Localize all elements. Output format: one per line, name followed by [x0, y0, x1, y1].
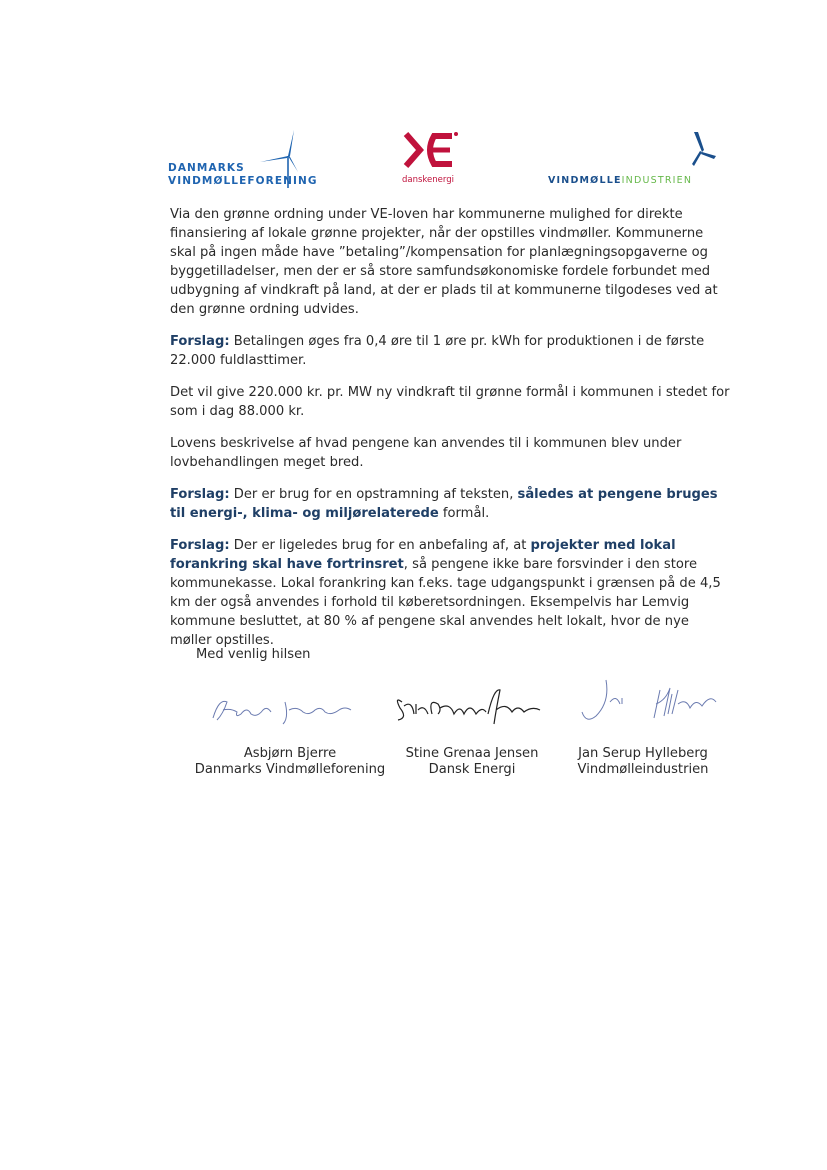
proposal-label: Forslag:	[170, 538, 230, 553]
paragraph-6	[170, 536, 730, 650]
paragraph-1: Via den grønne ordning under VE-loven har kommunerne mulighed for direkte finansiering af lokale grønne projekter, når der opstilles vindmøller. Kommunerne skal på ingen måde have ”betaling”/kompensation for planlægningsopgaverne og byggetilladelser, men der er så store samfundsøkonomiske fordele forbundet med udbygning af vindkraft på land, at der er plads til at kommunerne tilgodeses ved at den grønne ordning udvides.	[170, 207, 718, 317]
signer-1	[190, 746, 390, 778]
paragraph-2	[170, 332, 730, 370]
proposal-label: Forslag:	[170, 487, 230, 502]
dansk-energi-wordmark: danskenergi	[402, 175, 454, 185]
logo-wordmark-part-1: VINDMØLLE	[548, 175, 622, 186]
paragraph-3: Det vil give 220.000 kr. pr. MW ny vindkraft til grønne formål i kommunen i stedet for som i dag 88.000 kr.	[170, 385, 730, 419]
paragraph-2-text: Betalingen øges fra 0,4 øre til 1 øre pr. kWh for produktionen i de første 22.000 fuldlasttimer.	[170, 334, 705, 368]
signer-name: Jan Serup Hylleberg	[578, 746, 708, 761]
logo-text-line-2: VINDMØLLEFORENING	[168, 175, 318, 187]
proposal-label: Forslag:	[170, 334, 230, 349]
dansk-energi-mark-icon	[396, 130, 466, 176]
signer-3	[563, 746, 723, 778]
signer-organization: Vindmølleindustrien	[577, 762, 709, 777]
dansk-energi-logo	[396, 130, 466, 192]
danmarks-vindmolleforening-logo	[168, 128, 318, 190]
signer-organization: Dansk Energi	[428, 762, 516, 777]
signer-name: Asbjørn Bjerre	[243, 746, 337, 761]
signature-jan-hylleberg	[570, 672, 720, 732]
closing-line: Med venlig hilsen	[196, 647, 311, 662]
paragraph-5-emphasis: således at pengene bruges til energi-, klima- og miljørelaterede	[170, 487, 718, 521]
signature-asbjorn-bjerre	[205, 688, 365, 728]
signer-name: Stine Grenaa Jensen	[405, 746, 539, 761]
paragraph-4: Lovens beskrivelse af hvad pengene kan anvendes til i kommunen blev under lovbehandlingen meget bred.	[170, 436, 682, 470]
logo-text-line-1: DANMARKS	[168, 162, 245, 174]
paragraph-6-text-1: Der er ligeledes brug for en anbefaling af, at	[229, 538, 531, 553]
vindmolleindustrien-logo	[548, 130, 718, 190]
logo-wordmark-part-2: INDUSTRIEN	[621, 175, 693, 186]
paragraph-5	[170, 485, 730, 523]
letter-body	[170, 205, 730, 663]
signer-organization: Danmarks Vindmølleforening	[194, 762, 386, 777]
paragraph-6-text-2: , så pengene ikke bare forsvinder i den store kommunekasse. Lokal forankring kan f.eks. tage udgangspunkt i grænsen på de 4,5 km der også anvendes i forhold til køberetsordningen. Eksempelvis har Lemvig kommune besluttet, at 80 % af pengene skal anvendes helt lokalt, hvor de nye møller opstilles.	[170, 557, 721, 648]
paragraph-5-text-2: formål.	[438, 506, 490, 521]
paragraph-5-text-1: Der er brug for en opstramning af teksten,	[229, 487, 518, 502]
turbine-blades-icon	[548, 130, 718, 174]
signer-2	[392, 746, 552, 778]
logo-wordmark	[548, 175, 692, 186]
paragraph-6-emphasis: projekter med lokal forankring skal have fortrinsret	[170, 538, 676, 572]
signature-stine-grenaa-jensen	[390, 680, 550, 728]
